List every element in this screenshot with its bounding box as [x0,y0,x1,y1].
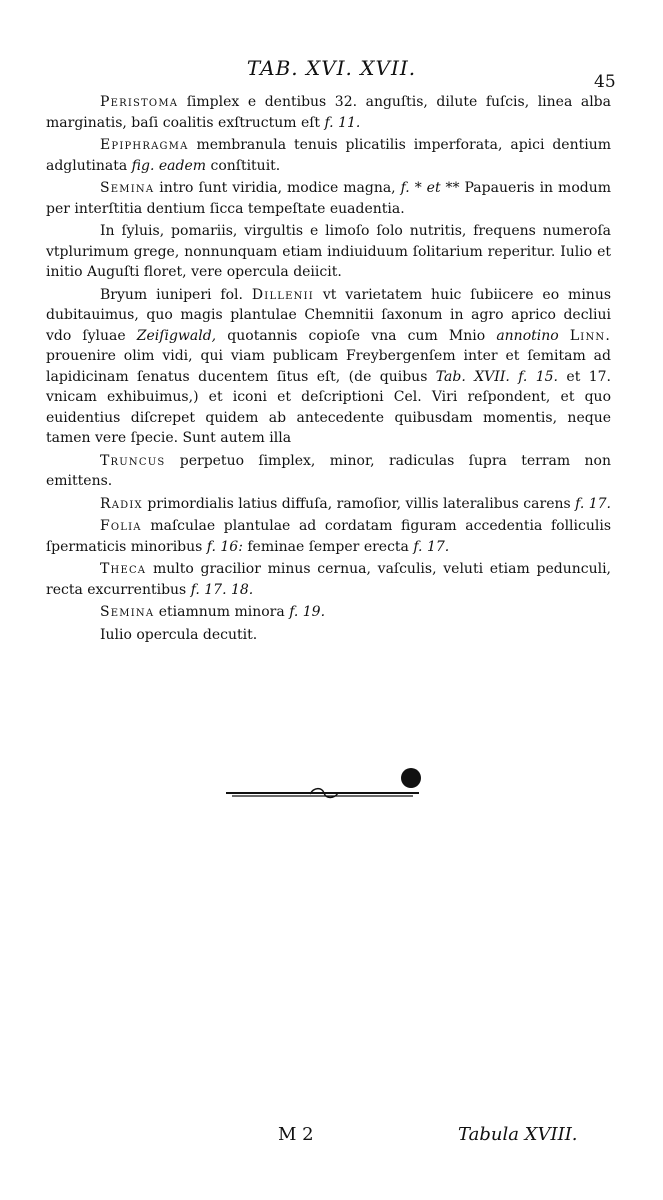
paragraph-radix: Radix primordialis latius diffuſa, ramoſior, villis lateralibus carens f. 17. [100,495,611,512]
author-dillenius: Dillenii [251,286,314,303]
term-semina: Semina [100,180,155,196]
paragraph-closing: Iulio opercula decutit. [100,626,258,643]
paragraph-theca: Theca multo gracilior minus cernua, vaſculis, veluti etiam pedunculi, recta excurrentibus f. 17. 18. [46,561,611,598]
term-theca: Theca [100,561,147,577]
paragraph-bryum: Bryum iuniperi fol. Dillenii vt varietatem huic ſubiicere eo minus dubitauimus, quo magis plantulae Chemnitii ſaxonum in agro aprico decliui vdo ſyluae Zeiſigwald, quotannis copioſe vna cum Mnio annotino Linn. prouenire olim vidi, qui viam publicam Freybergenſem inter et ſemitam ad lapidicinam ſenatus ducentem ſitus eſt, (de quibus Tab. XVII. f. 15. et 17. vnicam exhibuimus,) et iconi et deſcriptioni Cel. Viri reſpondent, et quo euidentius diſcrepet quidem ab antecedente quibusdam momentis, neque tamen vere ſpecie. Sunt autem illa [46,286,612,446]
paragraph-semina-second: Semina etiamnum minora f. 19. [100,604,326,620]
term-truncus: Truncus [100,452,166,469]
main-text [46,92,611,647]
term-folia: Folia [100,518,142,534]
page-number: 45 [594,72,616,92]
paragraph-semina: Semina intro ſunt viridia, modice magna, f. * et ** Papaueris in modum per interſtitia dentium ſicca tempeſtate euadentia. [46,180,611,217]
paragraph-peristoma: Peristoma ſimplex e dentibus 32. anguſtis, dilute fuſcis, linea alba marginatis, baſi coalitis exſtructum eſt f. 11. [46,94,611,131]
term-radix: Radix [100,495,143,512]
catchword: Tabula XVIII. [458,1124,578,1145]
ornament-divider [226,784,419,804]
author-linnaeus: Linn. [569,327,612,344]
term-semina-second: Semina [100,604,155,620]
paragraph-epiphragma: Epiphragma membranula tenuis plicatilis imperforata, apici dentium adglutinata fig. eadem conſtituit. [46,137,611,174]
term-epiphragma: Epiphragma [100,137,189,153]
paragraph-folia: Folia maſculae plantulae ad cordatam figuram accedentia folliculis ſpermaticis minoribus f. 16: feminae ſemper erecta f. 17. [46,518,611,555]
place-name: Zeiſigwald, [136,327,217,344]
running-header: TAB. XVI. XVII. [246,56,417,80]
signature-mark: M 2 [278,1124,314,1145]
term-peristoma: Peristoma [100,94,179,110]
paragraph-habitat: In ſyluis, pomariis, virgultis e limoſo ſolo nutritis, frequens numeroſa vtplurimum grege, nonnunquam etiam indiuiduum ſolitarium reperitur. Iulio et initio Auguſti floret, vere opercula deiicit. [46,223,611,280]
paragraph-truncus: Truncus perpetuo ſimplex, minor, radiculas ſupra terram non emittens. [46,452,611,489]
